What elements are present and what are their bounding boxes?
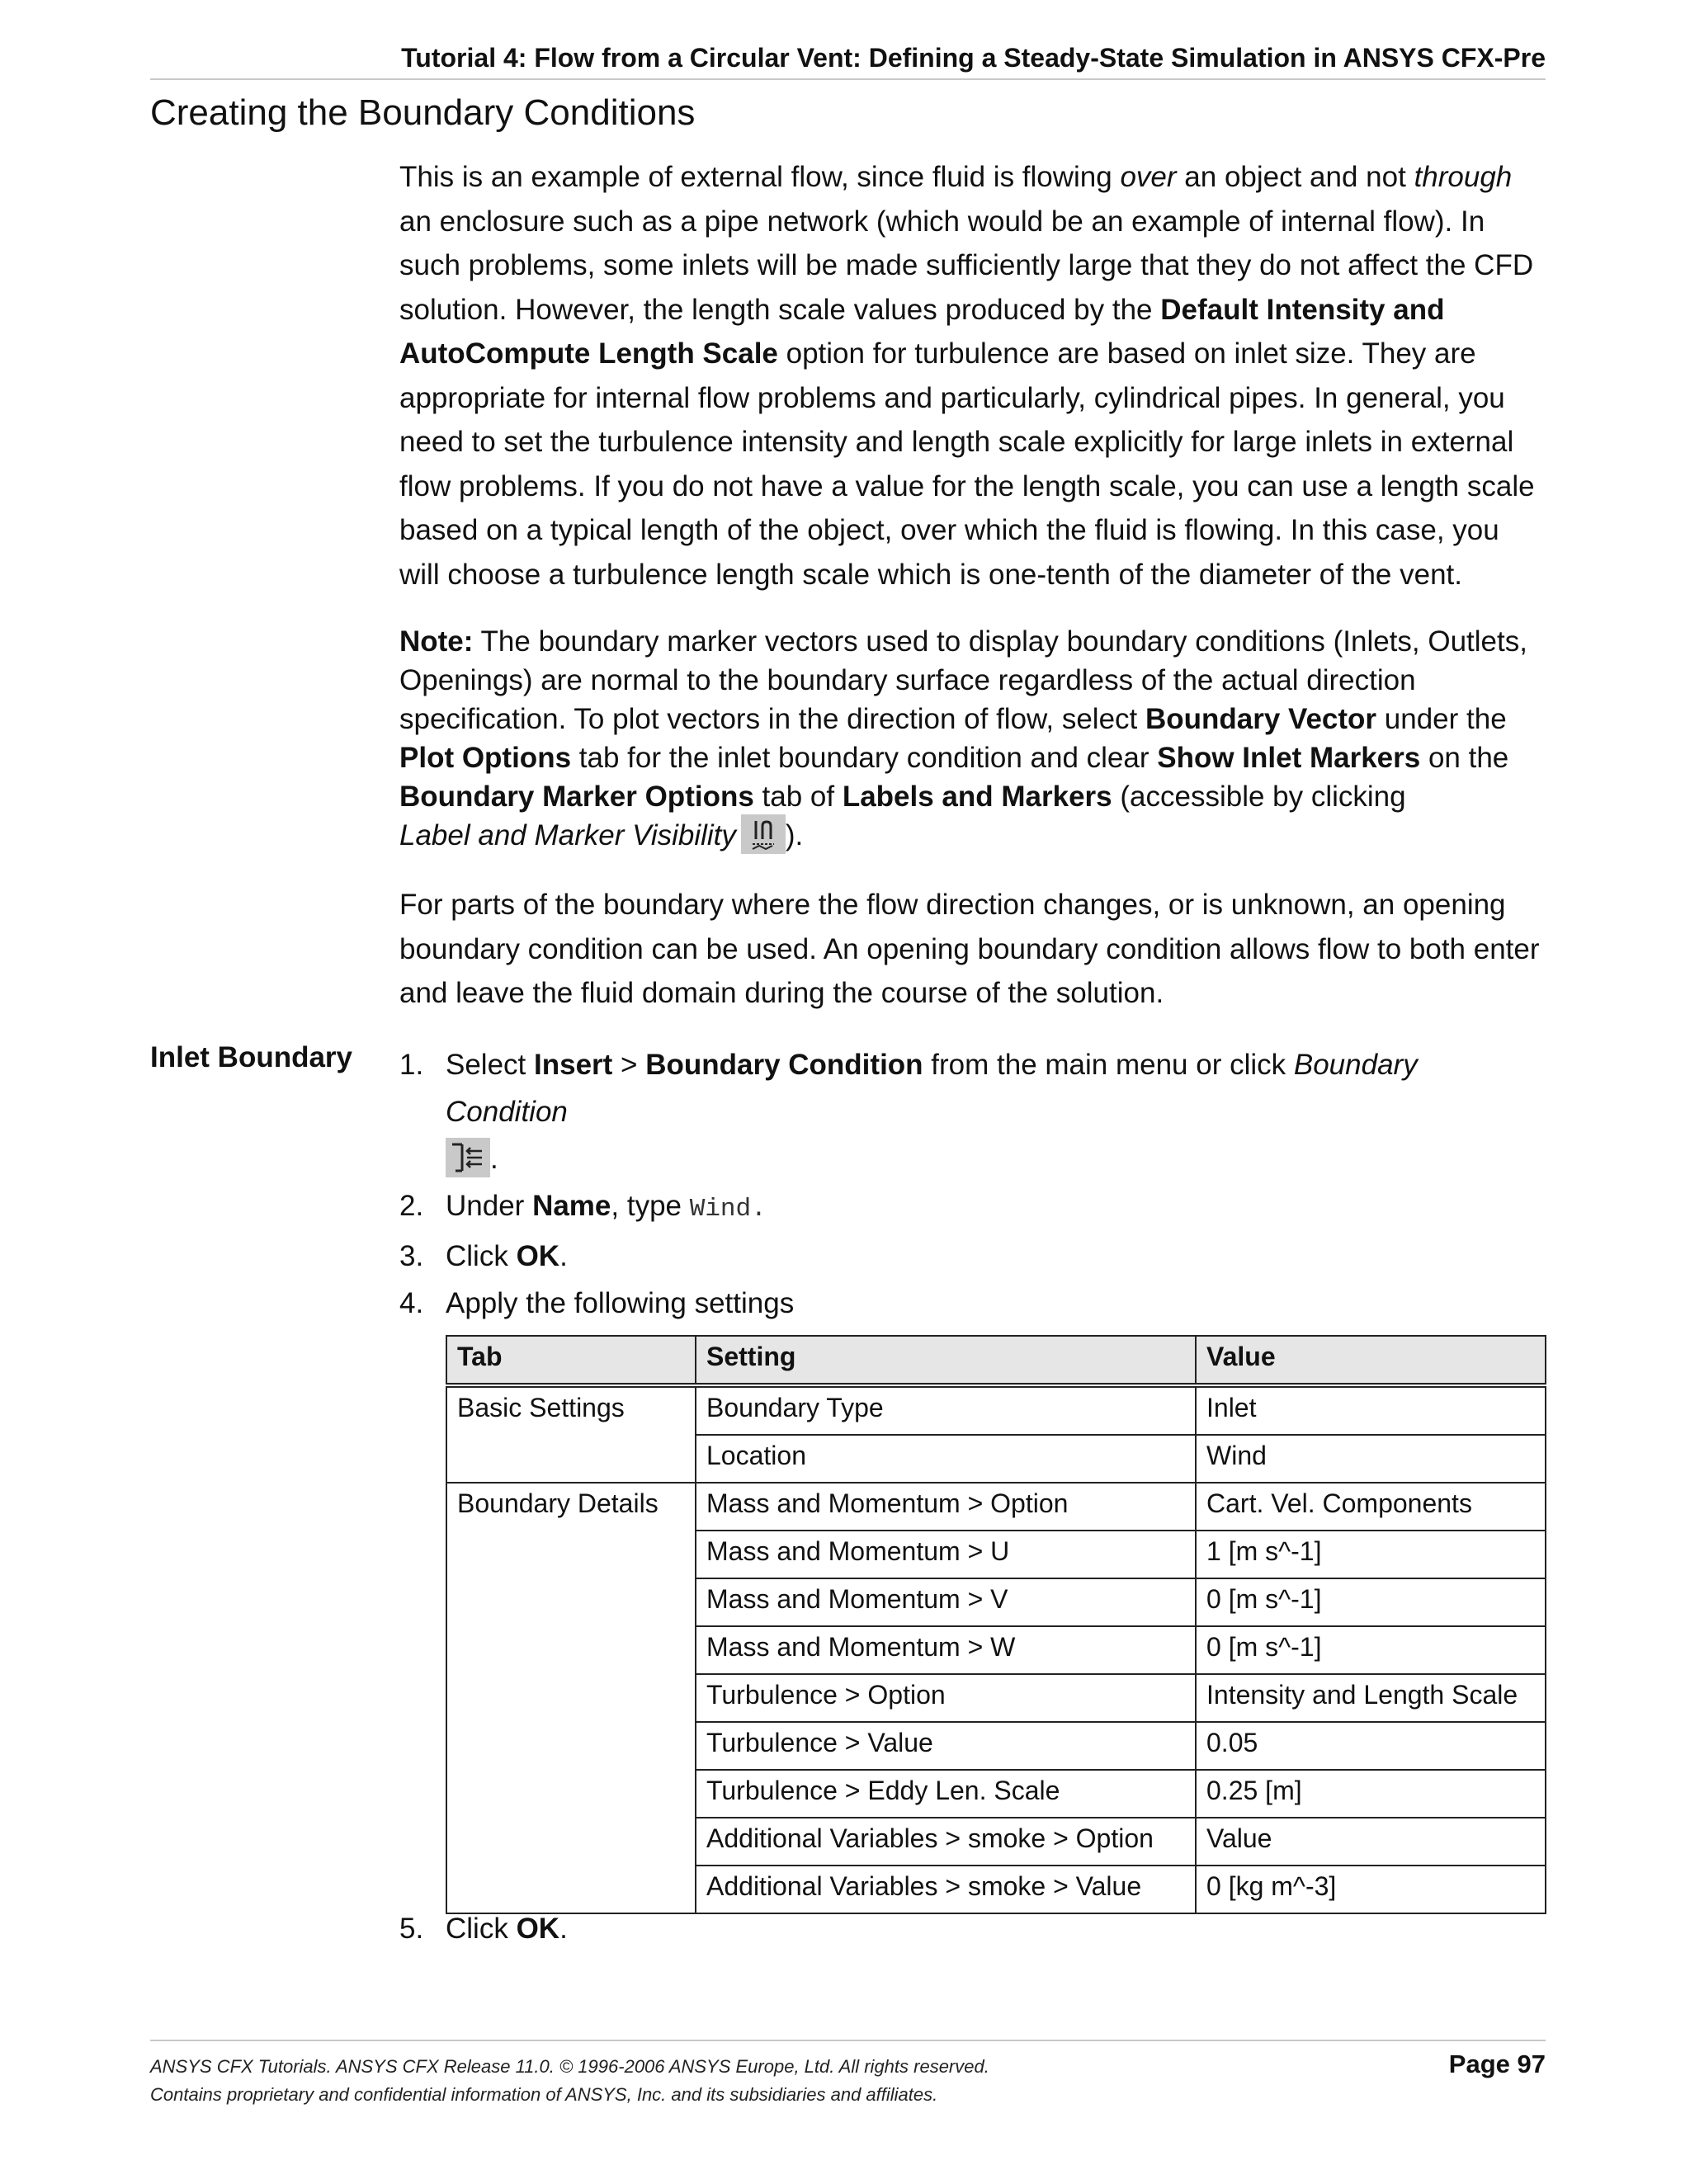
label-marker-visibility-icon (741, 814, 786, 854)
table-cell: Additional Variables > smoke > Option (696, 1818, 1196, 1866)
table-cell: Turbulence > Eddy Len. Scale (696, 1770, 1196, 1818)
table-cell: 1 [m s^-1] (1196, 1531, 1546, 1578)
step-1: 1. Select Insert > Boundary Condition from the main menu or click Boundary Condition . (399, 1041, 1546, 1182)
table-cell: Mass and Momentum > Option (696, 1483, 1196, 1531)
table-cell: Mass and Momentum > V (696, 1578, 1196, 1626)
section-title: Creating the Boundary Conditions (150, 92, 696, 133)
settings-table (446, 1335, 1546, 1914)
note-label: Note: (399, 625, 474, 658)
table-cell: 0 [m s^-1] (1196, 1626, 1546, 1674)
table-cell: 0 [m s^-1] (1196, 1578, 1546, 1626)
table-cell: Value (1196, 1818, 1546, 1866)
tab-cell: Basic Settings (446, 1385, 696, 1483)
step-3: 3. Click OK. (399, 1240, 568, 1272)
inlet-boundary-label: Inlet Boundary (150, 1041, 353, 1073)
page-header: Tutorial 4: Flow from a Circular Vent: Defining a Steady-State Simulation in ANSYS CFX-Pre (150, 43, 1546, 80)
table-cell: Turbulence > Option (696, 1674, 1196, 1722)
name-value-code: Wind (689, 1195, 752, 1224)
footer-copyright: ANSYS CFX Tutorials. ANSYS CFX Release 11.0. © 1996-2006 ANSYS Europe, Ltd. All rights reserved. Contains proprietary and confidential information of ANSYS, Inc. and its subsidiaries and affiliates. (150, 2056, 989, 2105)
table-cell: Intensity and Length Scale (1196, 1674, 1546, 1722)
table-cell: Cart. Vel. Components (1196, 1483, 1546, 1531)
page-number: Page 97 (1448, 2050, 1546, 2078)
table-cell: Inlet (1196, 1385, 1546, 1435)
table-cell: Turbulence > Value (696, 1722, 1196, 1770)
step-2: 2. Under Name, type Wind. (399, 1190, 767, 1224)
step-5: 5. Click OK. (399, 1913, 568, 1945)
tab-cell: Boundary Details (446, 1483, 696, 1913)
note-paragraph: Note: The boundary marker vectors used to display boundary conditions (Inlets, Outlets, Openings) are normal to the boundary surface regardless of the actual direction specification. To plot vectors in the direction of flow, select Boundary Vector under the Plot Options tab for the inlet boundary condition and clear Show Inlet Markers on the Boundary Marker Options tab of Labels and Markers (accessible by clicking Label and Marker Visibility ). (399, 622, 1546, 857)
table-row (446, 1385, 1546, 1435)
table-cell: 0.25 [m] (1196, 1770, 1546, 1818)
footer-divider (150, 2040, 1546, 2041)
step-4: 4. Apply the following settings (399, 1287, 795, 1319)
table-header-cell: Setting (696, 1336, 1196, 1385)
table-cell: Location (696, 1435, 1196, 1483)
table-cell: 0.05 (1196, 1722, 1546, 1770)
table-cell: Mass and Momentum > W (696, 1626, 1196, 1674)
intro-paragraph: This is an example of external flow, since fluid is flowing over an object and not through an enclosure such as a pipe network (which would be an example of internal flow). In such problems, some inlets will be made sufficiently large that they do not affect the CFD solution. However, the length scale values produced by the Default Intensity and AutoCompute Length Scale option for turbulence are based on inlet size. They are appropriate for internal flow problems and particularly, cylindrical pipes. In general, you need to set the turbulence intensity and length scale explicitly for large inlets in external flow problems. If you do not have a value for the length scale, you can use a length scale based on a typical length of the object, over which the fluid is flowing. In this case, you will choose a turbulence length scale which is one-tenth of the diameter of the vent. (399, 161, 1535, 591)
table-cell: Boundary Type (696, 1385, 1196, 1435)
table-cell: Additional Variables > smoke > Value (696, 1866, 1196, 1913)
table-cell: 0 [kg m^-3] (1196, 1866, 1546, 1913)
table-cell: Mass and Momentum > U (696, 1531, 1196, 1578)
inlet-steps (399, 1041, 1546, 1327)
table-row (446, 1483, 1546, 1531)
table-header-cell: Value (1196, 1336, 1546, 1385)
table-header-cell: Tab (446, 1336, 696, 1385)
boundary-condition-icon (446, 1138, 490, 1177)
table-cell: Wind (1196, 1435, 1546, 1483)
table-header-row (446, 1336, 1546, 1385)
opening-paragraph: For parts of the boundary where the flow direction changes, or is unknown, an opening boundary condition can be used. An opening boundary condition allows flow to both enter and leave the fluid domain during the course of the solution. (399, 889, 1540, 1009)
